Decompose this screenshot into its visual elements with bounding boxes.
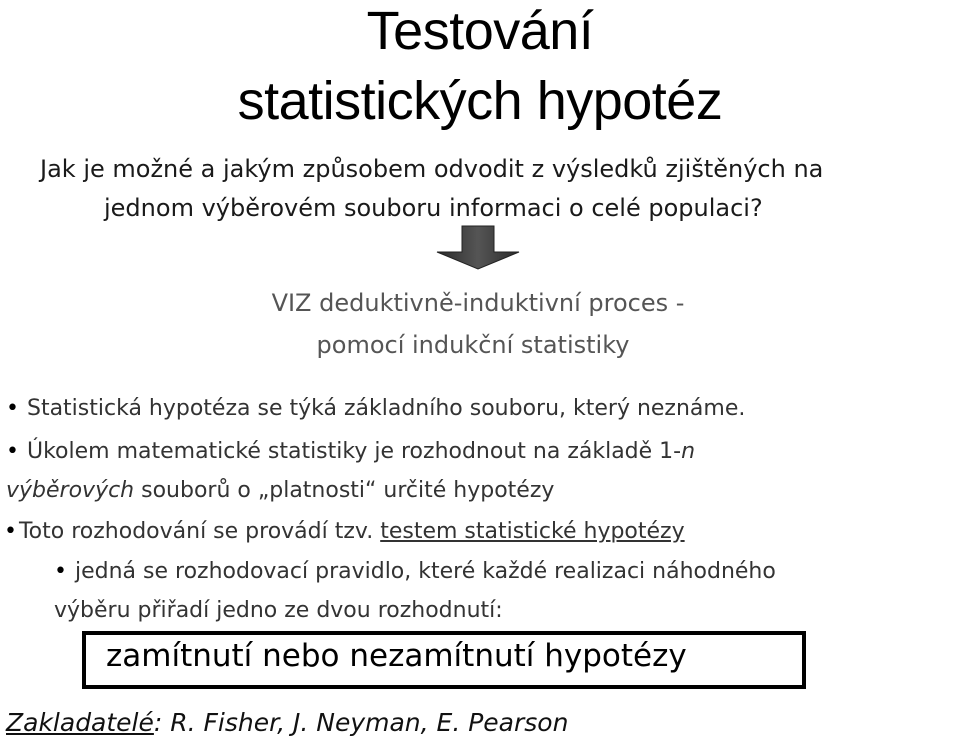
viz-line2: pomocí indukční statistiky xyxy=(316,331,630,359)
slide-title-line2: statistických hypotéz xyxy=(237,71,723,131)
bullet-2-n: n xyxy=(681,439,696,464)
subbullet-line2: výběru přiřadí jedno ze dvou rozhodnutí: xyxy=(54,598,503,623)
bullet-1-text: Statistická hypotéza se týká základního souboru, který neznáme. xyxy=(26,396,746,421)
founders-label: Zakladatelé xyxy=(6,708,154,737)
founders-line xyxy=(6,710,568,735)
bullet-3-text: Toto rozhodování se provádí tzv. xyxy=(18,519,381,544)
bullet-2-italic: výběrových xyxy=(6,478,135,503)
bullet-2-line1 xyxy=(6,441,695,463)
bullet-1 xyxy=(6,398,745,420)
question-line1: Jak je možné a jakým způsobem odvodit z výsledků zjištěných na xyxy=(40,155,824,183)
bullet-dot: • xyxy=(6,396,19,421)
bullet-2-line2 xyxy=(6,480,554,502)
bullet-2-text-cont: souborů o „platnosti“ určité hypotézy xyxy=(134,478,555,503)
subbullet-line1 xyxy=(54,561,776,583)
bullet-dot: • xyxy=(4,519,17,544)
bullet-dot: • xyxy=(54,559,67,584)
down-arrow-icon xyxy=(435,224,521,270)
founders-names: : R. Fisher, J. Neyman, E. Pearson xyxy=(153,708,569,737)
slide-title-line1: Testování xyxy=(366,1,594,61)
decision-box-text: zamítnutí nebo nezamítnutí hypotézy xyxy=(106,638,687,674)
subbullet-text: jedná se rozhodovací pravidlo, které každé realizaci náhodného xyxy=(74,559,776,584)
bullet-3-underlined: testem statistické hypotézy xyxy=(380,519,685,544)
viz-line1: VIZ deduktivně-induktivní proces - xyxy=(271,289,685,317)
bullet-3 xyxy=(4,521,685,543)
bullet-dot: • xyxy=(6,439,19,464)
question-line2: jednom výběrovém souboru informaci o celé populaci? xyxy=(104,194,763,222)
bullet-2-text: Úkolem matematické statistiky je rozhodnout na základě 1- xyxy=(26,439,682,464)
